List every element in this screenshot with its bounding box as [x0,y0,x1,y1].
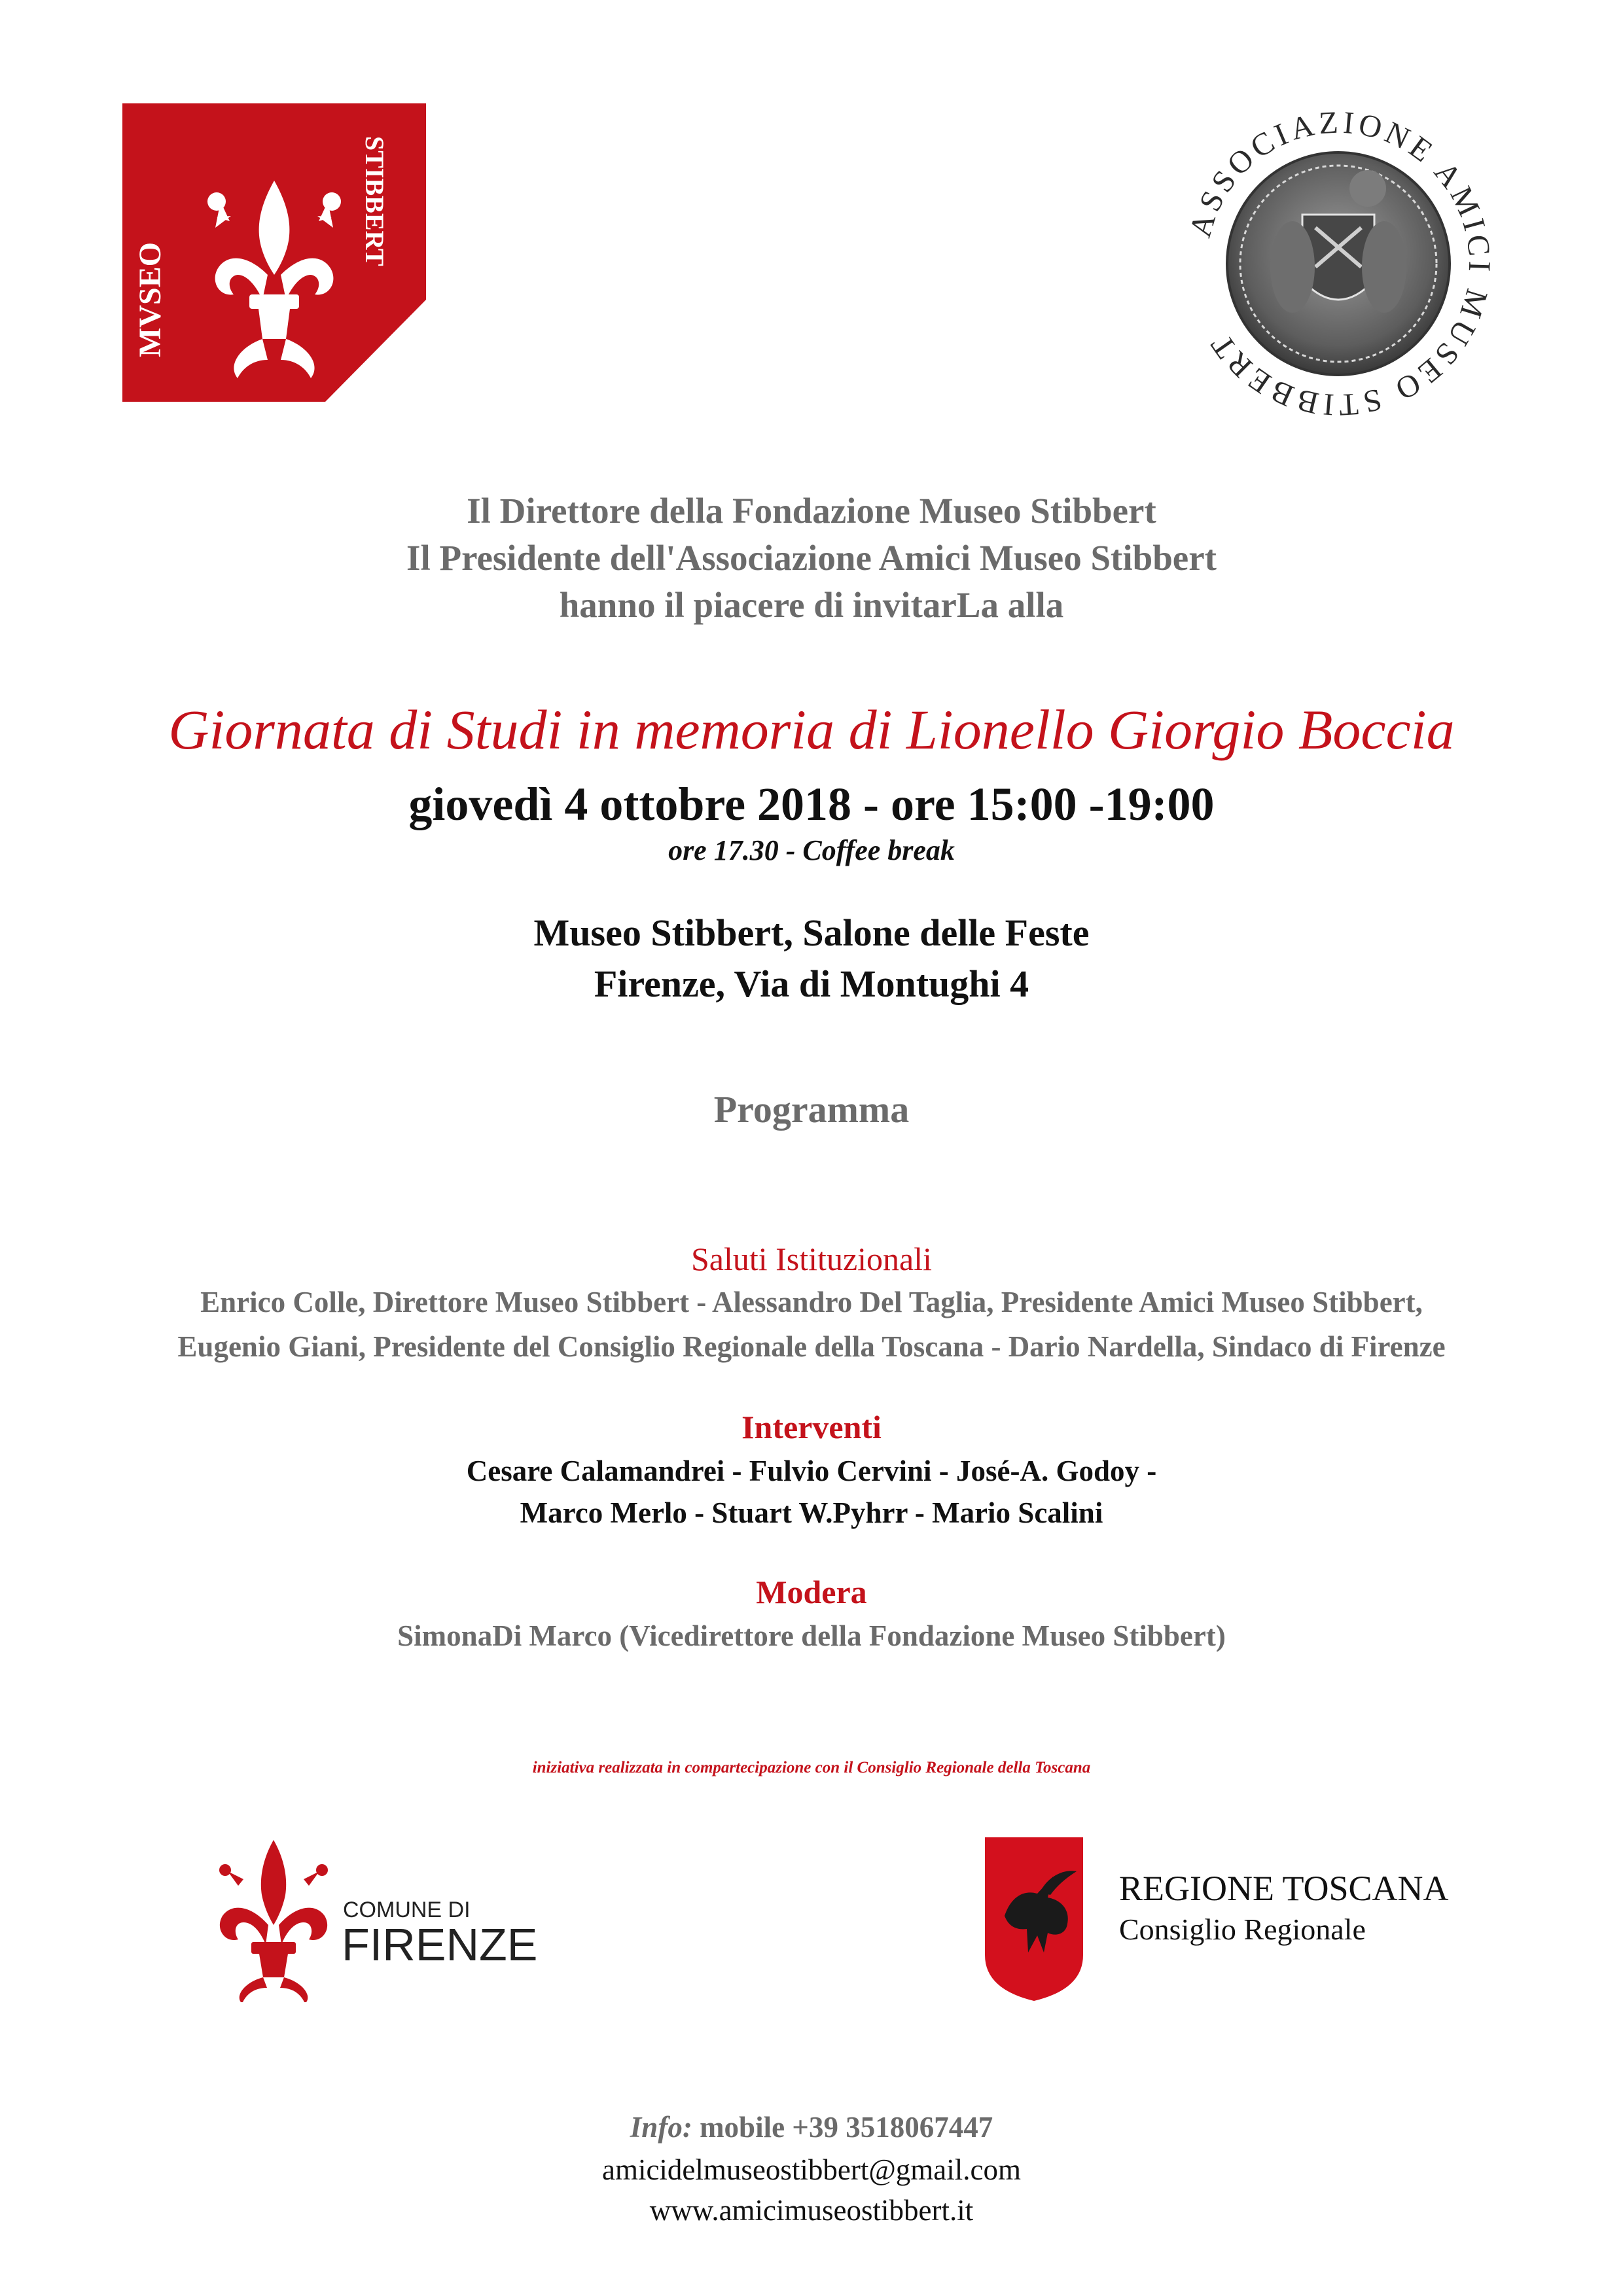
saluti-heading: Saluti Istituzionali [690,1241,933,1277]
firenze-logo-line-1: COMUNE DI [343,1898,471,1922]
seal-text: ASSOCIAZIONE AMICI MUSEO STIBBERT [1183,105,1497,423]
museo-letters-left: MVSEO [133,241,168,358]
interventi-line-1: Cesare Calamandrei - Fulvio Cervini - José-A. Godoy - [466,1455,1157,1487]
modera-line-1: SimonaDi Marco (Vicedirettore della Fondazione Museo Stibbert) [397,1619,1226,1652]
header-line-2: Il Presidente dell'Associazione Amici Museo Stibbert [406,538,1217,578]
interventi-line-2: Marco Merlo - Stuart W.Pyhrr - Mario Scalini [520,1496,1103,1529]
info-label: Info: [630,2111,692,2144]
partnership-note: iniziativa realizzata in compartecipazione con il Consiglio Regionale della Toscana [532,1759,1091,1776]
program-heading: Programma [713,1088,910,1131]
toscana-logo-line-1: REGIONE TOSCANA [1119,1869,1449,1908]
info-website[interactable]: www.amicimuseostibbert.it [649,2194,974,2227]
info-email[interactable]: amicidelmuseostibbert@gmail.com [601,2153,1022,2186]
info-mobile: mobile +39 3518067447 [700,2111,993,2144]
regione-toscana-logo [985,1837,1482,2007]
info-mobile-line [0,2110,1623,2144]
amici-museo-seal [1178,103,1499,424]
header-line-1: Il Direttore della Fondazione Museo Stibbert [467,491,1156,531]
venue-address: Firenze, Via di Montughi 4 [594,963,1029,1005]
firenze-logo-line-2: FIRENZE [342,1919,538,1970]
firenze-lily-icon [219,1840,328,2002]
modera-heading: Modera [756,1574,867,1610]
toscana-logo-line-2: Consiglio Regionale [1119,1913,1366,1946]
event-title: Giornata di Studi in memoria di Lionello Giorgio Boccia [168,698,1455,761]
comune-firenze-logo [208,1832,548,2002]
header-line-3: hanno il piacere di invitarLa alla [559,585,1064,625]
event-date-time: giovedì 4 ottobre 2018 - ore 15:00 -19:00 [408,778,1215,830]
coffee-break: ore 17.30 - Coffee break [668,834,955,866]
saluti-line-2: Eugenio Giani, Presidente del Consiglio Regionale della Toscana - Dario Nardella, Sindaco di Firenze [177,1330,1446,1363]
saluti-line-1: Enrico Colle, Direttore Museo Stibbert - Alessandro Del Taglia, Presidente Amici Museo Stibbert, [200,1286,1423,1318]
museo-stibbert-logo [122,103,426,402]
venue-name: Museo Stibbert, Salone delle Feste [533,911,1090,954]
museo-letters-right: STIBBERT [360,136,389,266]
interventi-heading: Interventi [741,1409,882,1445]
